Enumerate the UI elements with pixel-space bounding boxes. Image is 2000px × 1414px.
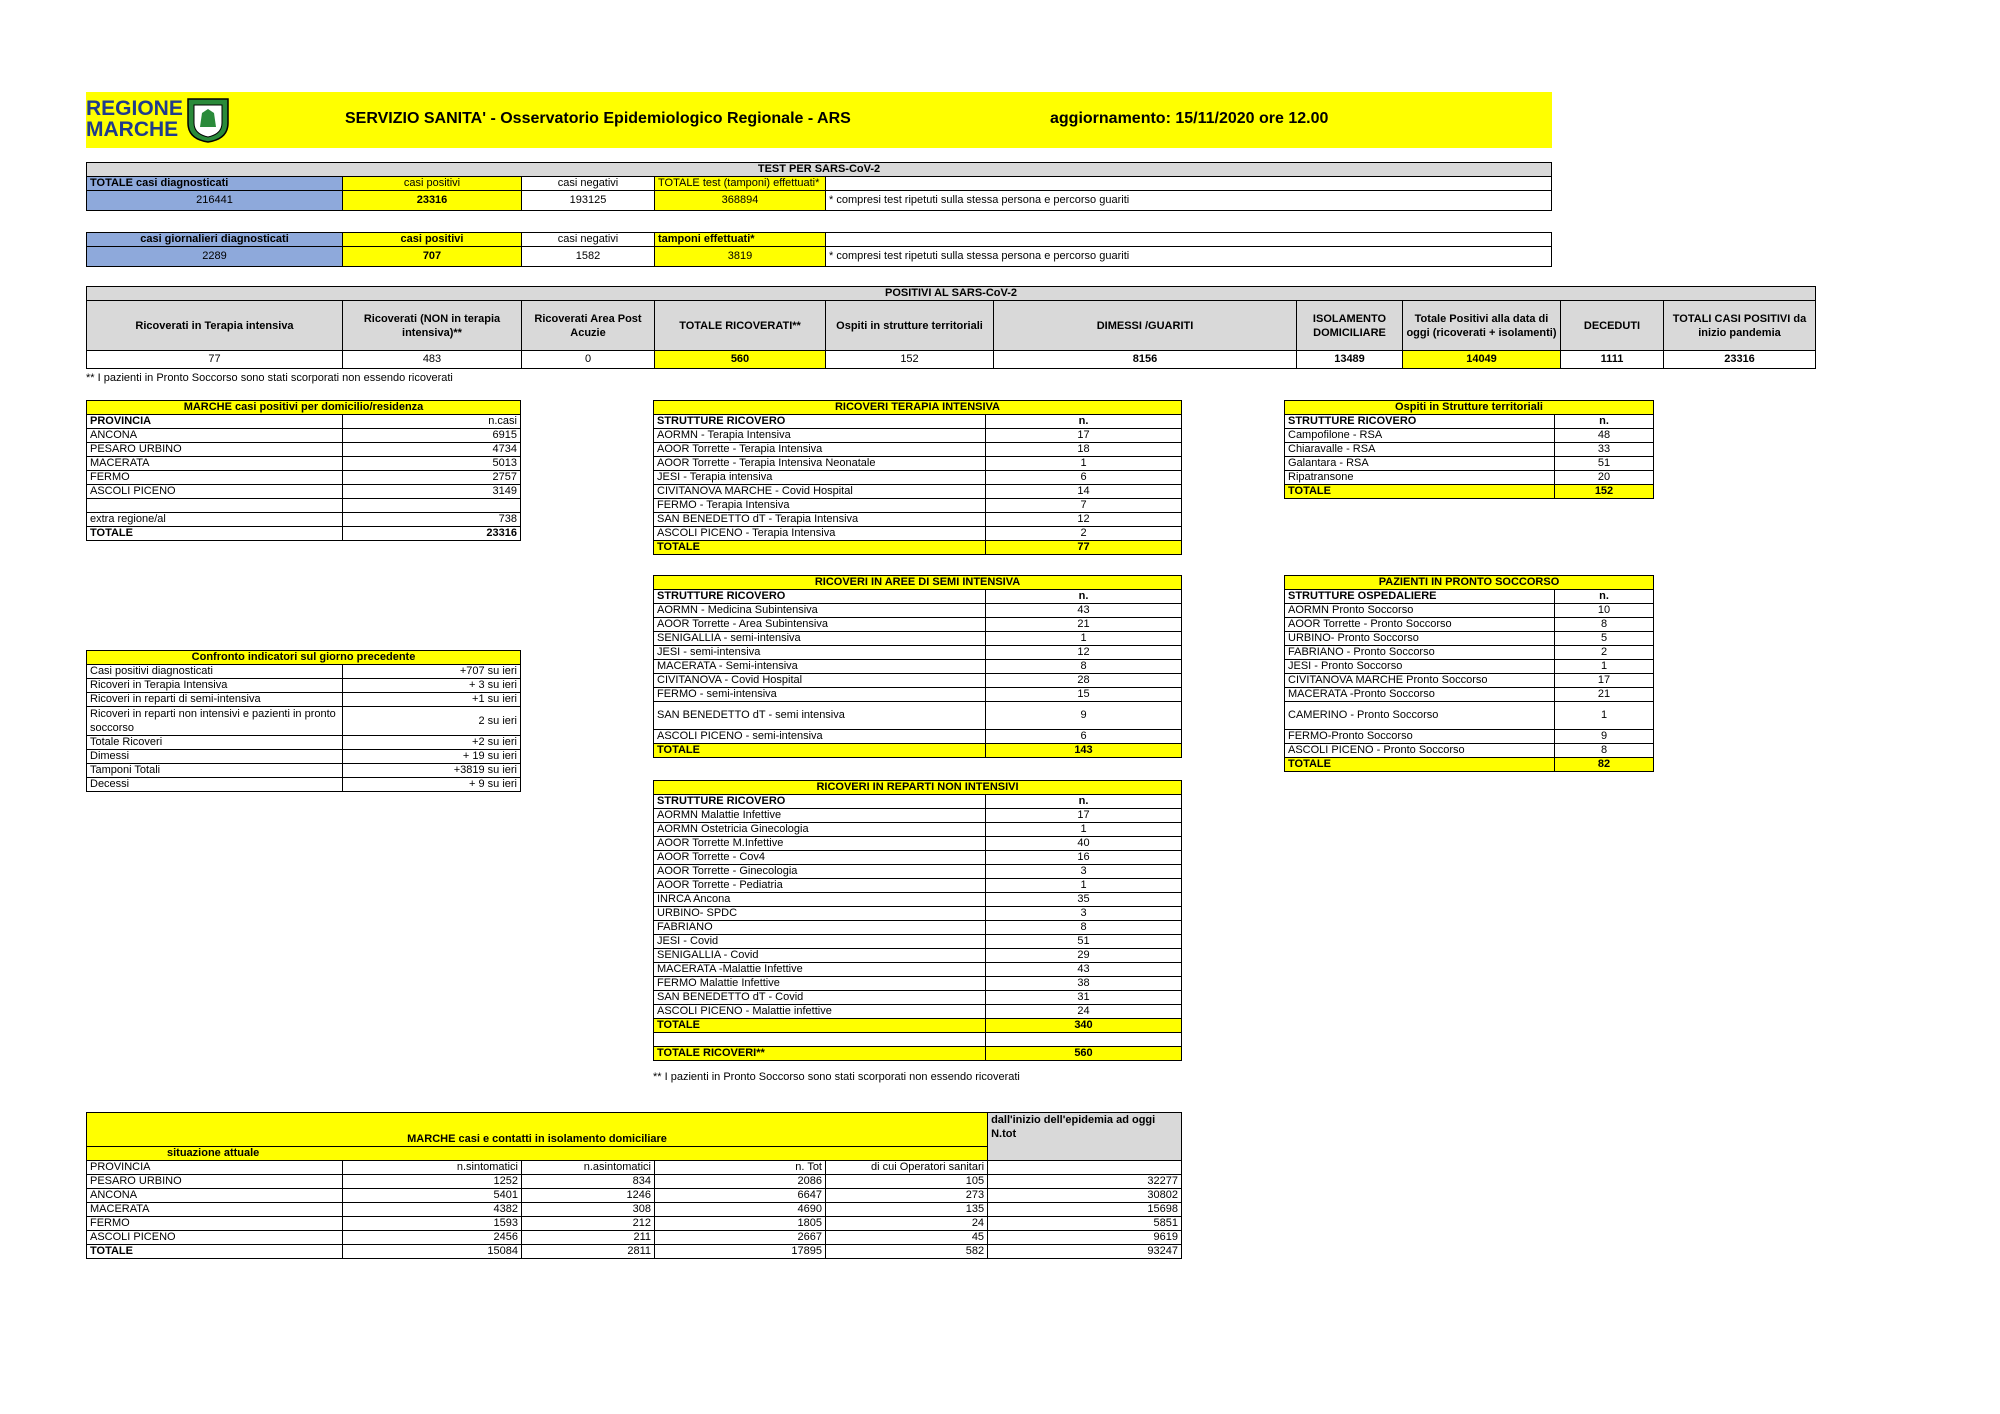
nonint-row-value: 3 [986,865,1182,879]
nonint-row-value: 35 [986,893,1182,907]
pos-v-postacuzie: 0 [522,351,655,369]
test-h-empty [826,177,1552,191]
nonint-title: RICOVERI IN REPARTI NON INTENSIVI [654,781,1182,795]
ti-row-value: 1 [986,457,1182,471]
isol-row-operatori: 105 [826,1175,988,1189]
ospiti-h-strutture: STRUTTURE RICOVERO [1285,415,1555,429]
grand-total-label: TOTALE RICOVERI** [654,1047,986,1061]
semi-row-value: 6 [986,730,1182,744]
confronto-row-value: 2 su ieri [343,707,521,736]
nonint-row-name: FERMO Malattie Infettive [654,977,986,991]
pos-h-ti: Ricoverati in Terapia intensiva [87,301,343,351]
nonint-h-strutture: STRUTTURE RICOVERO [654,795,986,809]
isol-row-asint: 212 [522,1217,655,1231]
confronto-title: Confronto indicatori sul giorno precedente [87,651,521,665]
pos-h-nonti: Ricoverati (NON in terapia intensiva)** [343,301,522,351]
nonint-total-label: TOTALE [654,1019,986,1033]
daily-table [86,232,1552,267]
ps-row-value: 1 [1555,702,1654,730]
semi-row-value: 9 [986,702,1182,730]
semi-row-value: 21 [986,618,1182,632]
isol-row-provincia: FERMO [87,1217,343,1231]
confronto-row-label: Decessi [87,778,343,792]
nonint-row-name: ASCOLI PICENO - Malattie infettive [654,1005,986,1019]
pos-v-isolamento: 13489 [1297,351,1403,369]
confronto-row-label: Ricoveri in Terapia Intensiva [87,679,343,693]
prov-row-name: FERMO [87,471,343,485]
nonint-row-value: 24 [986,1005,1182,1019]
logo-text [86,98,183,140]
isol-row-asint: 211 [522,1231,655,1245]
prov-row-name: extra regione/al [87,513,343,527]
daily-h-positivi: casi positivi [343,233,522,247]
ospiti-title: Ospiti in Strutture territoriali [1285,401,1654,415]
confronto-row-value: + 19 su ieri [343,750,521,764]
prov-row-name: MACERATA [87,457,343,471]
prov-total-value: 23316 [343,527,521,541]
nonint-row-name: JESI - Covid [654,935,986,949]
isol-row-provincia: MACERATA [87,1203,343,1217]
isol-row-ntot: 5851 [988,1217,1182,1231]
nonint-row-name: MACERATA -Malattie Infettive [654,963,986,977]
ps-row-name: JESI - Pronto Soccorso [1285,660,1555,674]
shield-icon [186,97,230,143]
page-title: SERVIZIO SANITA' - Osservatorio Epidemiologico Regionale - ARS [345,110,851,127]
pos-v-deceduti: 1111 [1561,351,1664,369]
ospiti-total-value: 152 [1555,485,1654,499]
semi-row-value: 12 [986,646,1182,660]
isol-row-asint: 1246 [522,1189,655,1203]
ospiti-total-label: TOTALE [1285,485,1555,499]
ti-row-value: 14 [986,485,1182,499]
ps-row-value: 10 [1555,604,1654,618]
prov-row-name [87,499,343,513]
ti-row-name: ASCOLI PICENO - Terapia Intensiva [654,527,986,541]
ps-row-value: 21 [1555,688,1654,702]
ps-row-value: 9 [1555,730,1654,744]
isol-row-sint: 1593 [343,1217,522,1231]
isol-h-asint: n.asintomatici [522,1161,655,1175]
semi-row-value: 1 [986,632,1182,646]
ospiti-row-name: Chiaravalle - RSA [1285,443,1555,457]
isol-row-operatori: 24 [826,1217,988,1231]
semi-row-value: 28 [986,674,1182,688]
pos-h-ospiti: Ospiti in strutture territoriali [826,301,994,351]
prov-row-name: PESARO URBINO [87,443,343,457]
pos-v-dimessi: 8156 [994,351,1297,369]
semi-row-value: 43 [986,604,1182,618]
nonint-row-value: 1 [986,823,1182,837]
nonint-row-name: AOOR Torrette M.Infettive [654,837,986,851]
ospiti-row-value: 20 [1555,471,1654,485]
ti-row-name: AOOR Torrette - Terapia Intensiva Neonatale [654,457,986,471]
isol-table [86,1112,1182,1259]
isol-row-tot: 2086 [655,1175,826,1189]
pos-v-ospiti: 152 [826,351,994,369]
ospiti-row-name: Ripatransone [1285,471,1555,485]
daily-h-tamponi: tamponi effettuati* [655,233,826,247]
semi-row-name: CIVITANOVA - Covid Hospital [654,674,986,688]
ospiti-table [1284,400,1654,499]
nonint-row-value: 3 [986,907,1182,921]
prov-row-value: 4734 [343,443,521,457]
confronto-row-label: Casi positivi diagnosticati [87,665,343,679]
semi-total-label: TOTALE [654,744,986,758]
prov-title: MARCHE casi positivi per domicilio/residenza [87,401,521,415]
semi-row-name: SENIGALLIA - semi-intensiva [654,632,986,646]
isol-row-ntot: 30802 [988,1189,1182,1203]
ps-row-value: 8 [1555,744,1654,758]
confronto-row-label: Dimessi [87,750,343,764]
ps-row-name: MACERATA -Pronto Soccorso [1285,688,1555,702]
confronto-row-value: +3819 su ieri [343,764,521,778]
nonint-row-value: 1 [986,879,1182,893]
ps-title: PAZIENTI IN PRONTO SOCCORSO [1285,576,1654,590]
nonint-row-value: 29 [986,949,1182,963]
isol-total-asint: 2811 [522,1245,655,1259]
semi-row-name: AOOR Torrette - Area Subintensiva [654,618,986,632]
ti-title: RICOVERI TERAPIA INTENSIVA [654,401,1182,415]
ti-h-n: n. [986,415,1182,429]
ospiti-row-value: 33 [1555,443,1654,457]
pos-h-deceduti: DECEDUTI [1561,301,1664,351]
nonint-row-name: FABRIANO [654,921,986,935]
ti-total-value: 77 [986,541,1182,555]
confronto-row-value: +2 su ieri [343,736,521,750]
ti-row-value: 18 [986,443,1182,457]
isol-row-asint: 308 [522,1203,655,1217]
confronto-row-label: Ricoveri in reparti di semi-intensiva [87,693,343,707]
daily-v-tamponi: 3819 [655,247,826,267]
confronto-row-label: Totale Ricoveri [87,736,343,750]
semi-row-name: FERMO - semi-intensiva [654,688,986,702]
test-h-tamponi: TOTALE test (tamponi) effettuati* [655,177,826,191]
nonint-total-value: 340 [986,1019,1182,1033]
pos-h-totric: TOTALE RICOVERATI** [655,301,826,351]
nonint-row-value: 38 [986,977,1182,991]
prov-row-value: 738 [343,513,521,527]
confronto-row-value: + 3 su ieri [343,679,521,693]
prov-h-ncasi: n.casi [343,415,521,429]
ti-row-value: 2 [986,527,1182,541]
ti-h-strutture: STRUTTURE RICOVERO [654,415,986,429]
isol-row-sint: 2456 [343,1231,522,1245]
isol-h-provincia: PROVINCIA [87,1161,343,1175]
semi-row-name: SAN BENEDETTO dT - semi intensiva [654,702,986,730]
prov-h-provincia: PROVINCIA [87,415,343,429]
isol-row-tot: 6647 [655,1189,826,1203]
test-h-positivi: casi positivi [343,177,522,191]
nonint-row-value: 40 [986,837,1182,851]
nonint-row-name: SAN BENEDETTO dT - Covid [654,991,986,1005]
isol-row-provincia: PESARO URBINO [87,1175,343,1189]
isol-total-label: TOTALE [87,1245,343,1259]
pos-h-postacuzie: Ricoverati Area Post Acuzie [522,301,655,351]
ti-row-name: SAN BENEDETTO dT - Terapia Intensiva [654,513,986,527]
regione-marche-logo [86,96,236,144]
ti-row-value: 7 [986,499,1182,513]
semi-h-n: n. [986,590,1182,604]
isol-row-provincia: ANCONA [87,1189,343,1203]
pos-h-isolamento: ISOLAMENTO DOMICILIARE [1297,301,1403,351]
ps-row-name: CAMERINO - Pronto Soccorso [1285,702,1555,730]
nonint-table [653,780,1182,1061]
confronto-row-value: +707 su ieri [343,665,521,679]
isol-row-operatori: 45 [826,1231,988,1245]
isol-subtitle: situazione attuale [87,1147,988,1161]
prov-row-name: ANCONA [87,429,343,443]
nonint-row-value: 43 [986,963,1182,977]
isol-row-sint: 4382 [343,1203,522,1217]
isol-row-sint: 5401 [343,1189,522,1203]
nonint-h-n: n. [986,795,1182,809]
pos-v-totric: 560 [655,351,826,369]
grand-total-value: 560 [986,1047,1182,1061]
ospiti-h-n: n. [1555,415,1654,429]
ps-h-strutture: STRUTTURE OSPEDALIERE [1285,590,1555,604]
isol-row-tot: 4690 [655,1203,826,1217]
daily-v-casi: 2289 [87,247,343,267]
ti-table [653,400,1182,555]
test-h-total: TOTALE casi diagnosticati [87,177,343,191]
ps-total-label: TOTALE [1285,758,1555,772]
ps-row-name: AORMN Pronto Soccorso [1285,604,1555,618]
semi-row-name: ASCOLI PICENO - semi-intensiva [654,730,986,744]
ps-total-value: 82 [1555,758,1654,772]
ospiti-row-value: 48 [1555,429,1654,443]
test-v-positivi: 23316 [343,191,522,211]
confronto-row-label: Tamponi Totali [87,764,343,778]
nonint-row-value: 51 [986,935,1182,949]
prov-row-value: 2757 [343,471,521,485]
ti-row-name: JESI - Terapia intensiva [654,471,986,485]
confronto-row-value: +1 su ieri [343,693,521,707]
isol-row-ntot: 15698 [988,1203,1182,1217]
isol-row-asint: 834 [522,1175,655,1189]
ti-row-value: 12 [986,513,1182,527]
test-title: TEST PER SARS-CoV-2 [87,163,1552,177]
ti-total-label: TOTALE [654,541,986,555]
daily-h-negativi: casi negativi [522,233,655,247]
nonint-row-value: 8 [986,921,1182,935]
prov-row-value: 3149 [343,485,521,499]
confronto-table [86,650,521,792]
nonint-row-name: AOOR Torrette - Pediatria [654,879,986,893]
isol-h-sint: n.sintomatici [343,1161,522,1175]
isol-h-empty [988,1161,1182,1175]
isol-total-tot: 17895 [655,1245,826,1259]
isol-row-tot: 2667 [655,1231,826,1245]
ti-row-name: AORMN - Terapia Intensiva [654,429,986,443]
ospiti-row-name: Campofilone - RSA [1285,429,1555,443]
isol-row-ntot: 32277 [988,1175,1182,1189]
nonint-row-name: URBINO- SPDC [654,907,986,921]
ps-row-name: FABRIANO - Pronto Soccorso [1285,646,1555,660]
pos-v-totpos: 14049 [1403,351,1561,369]
test-v-tamponi: 368894 [655,191,826,211]
ti-row-name: AOOR Torrette - Terapia Intensiva [654,443,986,457]
logo-line-2: MARCHE [86,118,179,141]
nonint-row-name: AOOR Torrette - Ginecologia [654,865,986,879]
semi-h-strutture: STRUTTURE RICOVERO [654,590,986,604]
nonint-row-name: AOOR Torrette - Cov4 [654,851,986,865]
pos-h-totpos: Totale Positivi alla data di oggi (ricoverati + isolamenti) [1403,301,1561,351]
isol-total-operatori: 582 [826,1245,988,1259]
daily-h-empty [826,233,1552,247]
logo-line-1: REGIONE [86,97,183,120]
provincia-table [86,400,521,541]
positivi-table [86,286,1816,369]
nonint-note: ** I pazienti in Pronto Soccorso sono stati scorporati non essendo ricoverati [653,1071,1020,1083]
daily-h-casi: casi giornalieri diagnosticati [87,233,343,247]
ps-row-value: 2 [1555,646,1654,660]
ps-row-value: 8 [1555,618,1654,632]
isol-total-ntot: 93247 [988,1245,1182,1259]
test-v-total: 216441 [87,191,343,211]
semi-table [653,575,1182,758]
ps-table [1284,575,1654,772]
ps-row-name: AOOR Torrette - Pronto Soccorso [1285,618,1555,632]
nonint-row-name: AORMN Ostetricia Ginecologia [654,823,986,837]
nonint-row-value: 17 [986,809,1182,823]
ps-row-name: CIVITANOVA MARCHE Pronto Soccorso [1285,674,1555,688]
nonint-row-value: 16 [986,851,1182,865]
prov-row-name: ASCOLI PICENO [87,485,343,499]
isol-row-sint: 1252 [343,1175,522,1189]
semi-total-value: 143 [986,744,1182,758]
prov-row-value: 6915 [343,429,521,443]
nonint-row-name: AORMN Malattie Infettive [654,809,986,823]
ps-row-value: 1 [1555,660,1654,674]
test-h-negativi: casi negativi [522,177,655,191]
prov-row-value [343,499,521,513]
update-timestamp: aggiornamento: 15/11/2020 ore 12.00 [1050,110,1329,127]
semi-row-name: AORMN - Medicina Subintensiva [654,604,986,618]
pos-h-totcasi: TOTALI CASI POSITIVI da inizio pandemia [1664,301,1816,351]
ospiti-row-value: 51 [1555,457,1654,471]
isol-title: MARCHE casi e contatti in isolamento domiciliare [87,1113,988,1147]
nonint-row-name: INRCA Ancona [654,893,986,907]
prov-total-label: TOTALE [87,527,343,541]
daily-v-positivi: 707 [343,247,522,267]
ospiti-row-name: Galantara - RSA [1285,457,1555,471]
isol-row-ntot: 9619 [988,1231,1182,1245]
pos-v-ti: 77 [87,351,343,369]
ti-row-name: CIVITANOVA MARCHE - Covid Hospital [654,485,986,499]
isol-h-operatori: di cui Operatori sanitari [826,1161,988,1175]
ps-h-n: n. [1555,590,1654,604]
semi-row-value: 8 [986,660,1182,674]
prov-row-value: 5013 [343,457,521,471]
isol-side-header: dall'inizio dell'epidemia ad oggi N.tot [988,1113,1182,1161]
test-table [86,162,1552,211]
nonint-spacer [986,1033,1182,1047]
ps-row-name: ASCOLI PICENO - Pronto Soccorso [1285,744,1555,758]
semi-row-name: JESI - semi-intensiva [654,646,986,660]
ps-row-name: FERMO-Pronto Soccorso [1285,730,1555,744]
isol-row-provincia: ASCOLI PICENO [87,1231,343,1245]
ps-row-name: URBINO- Pronto Soccorso [1285,632,1555,646]
confronto-row-value: + 9 su ieri [343,778,521,792]
positivi-note: ** I pazienti in Pronto Soccorso sono stati scorporati non essendo ricoverati [86,372,453,384]
ps-row-value: 17 [1555,674,1654,688]
nonint-spacer [654,1033,986,1047]
ti-row-value: 6 [986,471,1182,485]
isol-row-operatori: 273 [826,1189,988,1203]
test-v-negativi: 193125 [522,191,655,211]
test-note: * compresi test ripetuti sulla stessa persona e percorso guariti [826,191,1552,211]
daily-v-negativi: 1582 [522,247,655,267]
nonint-row-name: SENIGALLIA - Covid [654,949,986,963]
semi-row-value: 15 [986,688,1182,702]
isol-total-sint: 15084 [343,1245,522,1259]
semi-title: RICOVERI IN AREE DI SEMI INTENSIVA [654,576,1182,590]
isol-h-tot: n. Tot [655,1161,826,1175]
ti-row-value: 17 [986,429,1182,443]
ps-row-value: 5 [1555,632,1654,646]
confronto-row-label: Ricoveri in reparti non intensivi e pazienti in pronto soccorso [87,707,343,736]
pos-v-totcasi: 23316 [1664,351,1816,369]
pos-v-nonti: 483 [343,351,522,369]
semi-row-name: MACERATA - Semi-intensiva [654,660,986,674]
positivi-title: POSITIVI AL SARS-CoV-2 [87,287,1816,301]
ti-row-name: FERMO - Terapia Intensiva [654,499,986,513]
nonint-row-value: 31 [986,991,1182,1005]
daily-note: * compresi test ripetuti sulla stessa persona e percorso guariti [826,247,1552,267]
isol-row-tot: 1805 [655,1217,826,1231]
isol-row-operatori: 135 [826,1203,988,1217]
pos-h-dimessi: DIMESSI /GUARITI [994,301,1297,351]
